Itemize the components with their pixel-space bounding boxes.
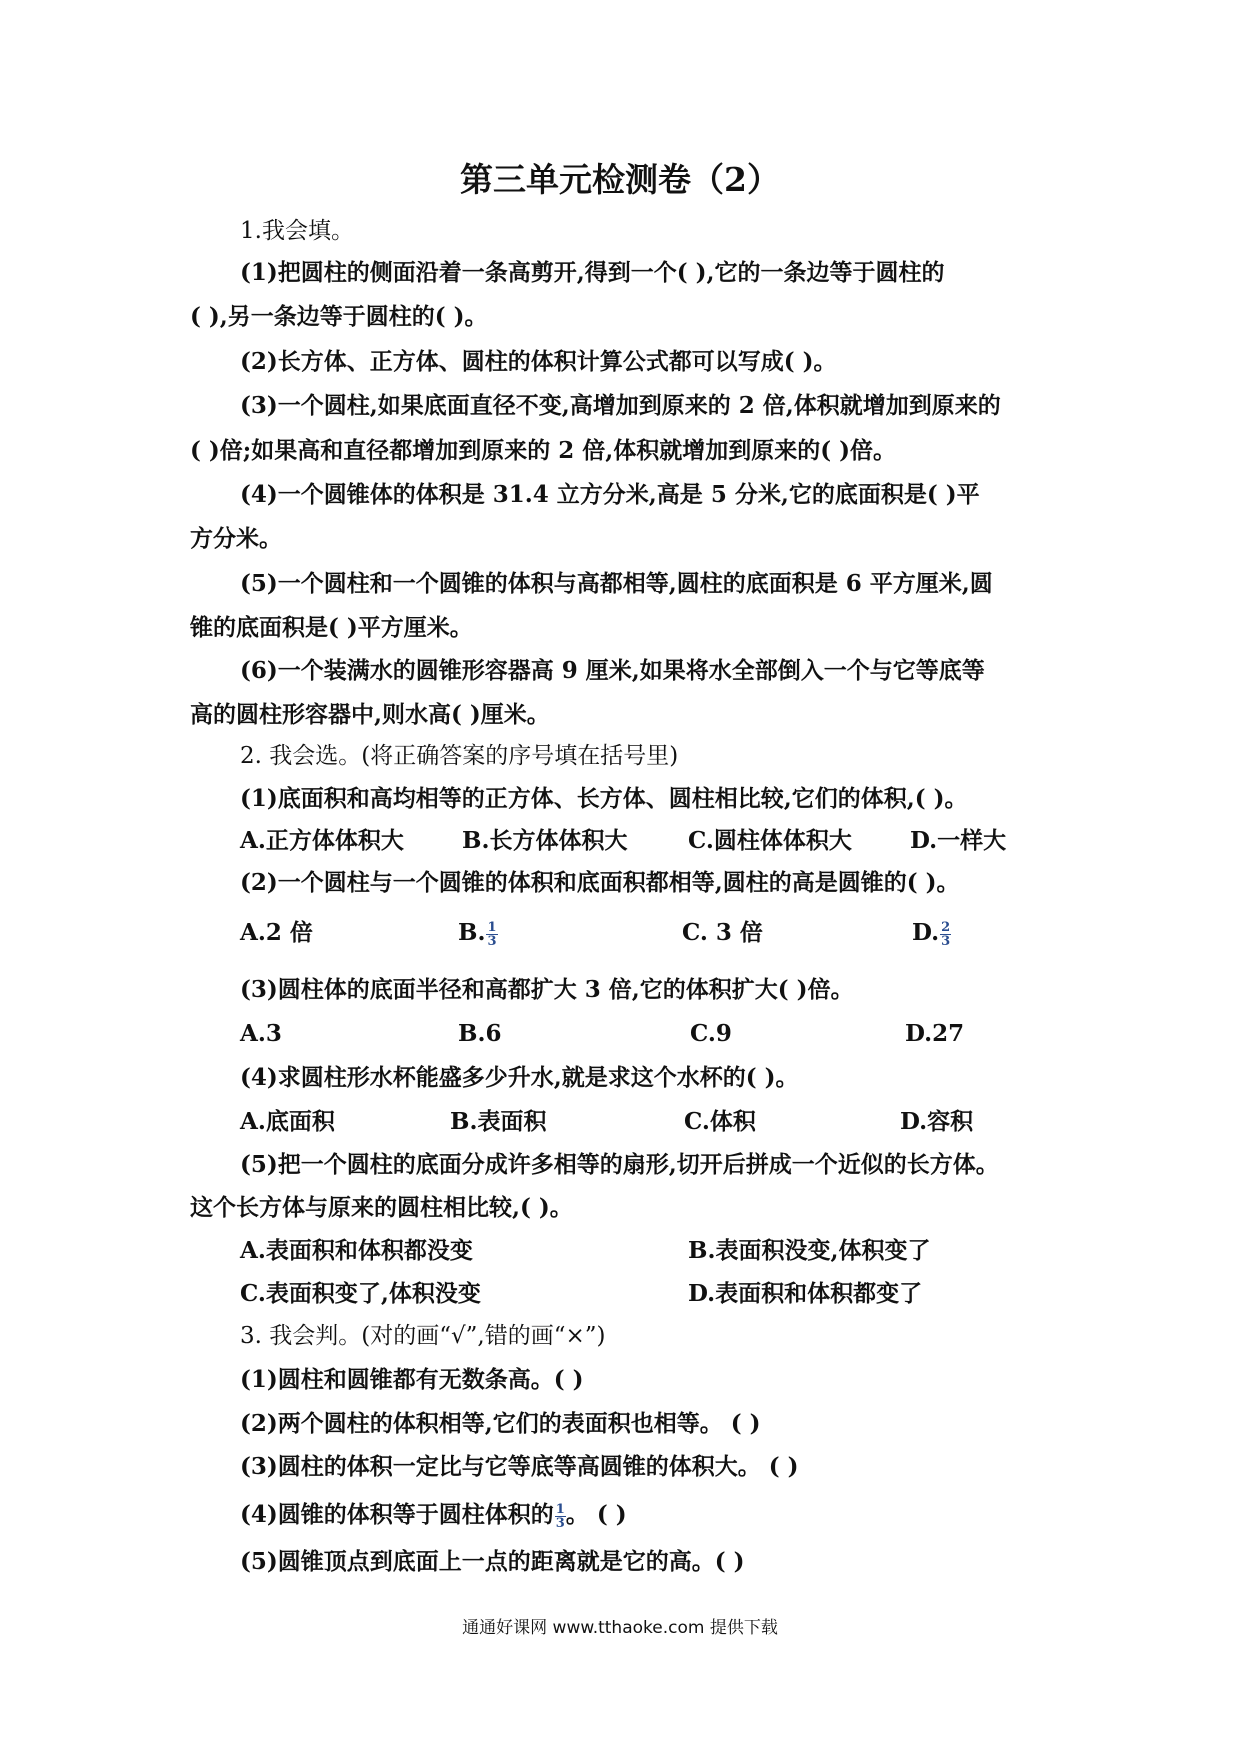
judge-question-3: (3)圆柱的体积一定比与它等底等高圆锥的体积大。 ( ) xyxy=(240,1453,799,1480)
choice-2-option-c: C. 3 倍 xyxy=(682,919,763,946)
fraction-one-third: $\frac{1}{3}$ xyxy=(555,1501,565,1531)
fill-question-5-line-1: (5)一个圆柱和一个圆锥的体积与高都相等,圆柱的底面积是 6 平方厘米,圆 xyxy=(240,570,993,597)
choice-3-option-a: A.3 xyxy=(240,1020,282,1047)
choice-1-option-c: C.圆柱体体积大 xyxy=(688,827,852,854)
choice-2-option-b-prefix: B. xyxy=(458,919,486,946)
section-2-heading: 2. 我会选。(将正确答案的序号填在括号里) xyxy=(240,743,679,769)
choice-3-option-d: D.27 xyxy=(905,1020,965,1047)
choice-5-option-c: C.表面积变了,体积没变 xyxy=(240,1280,481,1307)
fill-question-1-line-1: (1)把圆柱的侧面沿着一条高剪开,得到一个( ),它的一条边等于圆柱的 xyxy=(240,259,945,286)
choice-question-1: (1)底面积和高均相等的正方体、长方体、圆柱相比较,它们的体积,( )。 xyxy=(240,785,968,812)
fill-question-3-line-2: ( )倍;如果高和直径都增加到原来的 2 倍,体积就增加到原来的( )倍。 xyxy=(190,437,897,464)
choice-3-option-c: C.9 xyxy=(690,1020,732,1047)
fill-question-6-line-1: (6)一个装满水的圆锥形容器高 9 厘米,如果将水全部倒入一个与它等底等 xyxy=(240,657,985,684)
judge-question-2: (2)两个圆柱的体积相等,它们的表面积也相等。 ( ) xyxy=(240,1410,761,1437)
choice-question-5-line-1: (5)把一个圆柱的底面分成许多相等的扇形,切开后拼成一个近似的长方体。 xyxy=(240,1151,999,1178)
choice-4-option-c: C.体积 xyxy=(684,1108,756,1135)
choice-1-option-d: D.一样大 xyxy=(910,827,1007,854)
choice-5-option-b: B.表面积没变,体积变了 xyxy=(688,1237,931,1264)
choice-2-option-b xyxy=(458,918,498,948)
fraction-one-third: $\frac{1}{3}$ xyxy=(487,919,497,949)
section-1-heading: 1.我会填。 xyxy=(240,218,354,244)
choice-4-option-d: D.容积 xyxy=(900,1108,974,1135)
choice-4-option-b: B.表面积 xyxy=(450,1108,547,1135)
choice-question-4: (4)求圆柱形水杯能盛多少升水,就是求这个水杯的( )。 xyxy=(240,1064,799,1091)
choice-1-option-a: A.正方体体积大 xyxy=(240,827,404,854)
page-title: 第三单元检测卷（2） xyxy=(460,160,780,199)
judge-question-4-suffix: 。 ( ) xyxy=(565,1501,627,1528)
choice-5-option-d: D.表面积和体积都变了 xyxy=(688,1280,923,1307)
fill-question-2: (2)长方体、正方体、圆柱的体积计算公式都可以写成( )。 xyxy=(240,348,837,375)
choice-2-option-d-prefix: D. xyxy=(912,919,940,946)
choice-4-option-a: A.底面积 xyxy=(240,1108,335,1135)
fill-question-3-line-1: (3)一个圆柱,如果底面直径不变,高增加到原来的 2 倍,体积就增加到原来的 xyxy=(240,392,1001,419)
choice-2-option-d xyxy=(912,918,951,948)
fill-question-4-line-2: 方分米。 xyxy=(190,525,282,552)
judge-question-5: (5)圆锥顶点到底面上一点的距离就是它的高。( ) xyxy=(240,1548,745,1575)
choice-1-option-b: B.长方体体积大 xyxy=(462,827,628,854)
choice-question-2: (2)一个圆柱与一个圆锥的体积和底面积都相等,圆柱的高是圆锥的( )。 xyxy=(240,869,960,896)
fraction-two-thirds: $\frac{2}{3}$ xyxy=(941,919,951,949)
choice-3-option-b: B.6 xyxy=(458,1020,502,1047)
choice-question-3: (3)圆柱体的底面半径和高都扩大 3 倍,它的体积扩大( )倍。 xyxy=(240,976,854,1003)
choice-question-5-line-2: 这个长方体与原来的圆柱相比较,( )。 xyxy=(190,1194,573,1221)
choice-5-option-a: A.表面积和体积都没变 xyxy=(240,1237,473,1264)
choice-2-option-a: A.2 倍 xyxy=(240,919,313,946)
fill-question-1-line-2: ( ),另一条边等于圆柱的( )。 xyxy=(190,303,488,330)
judge-question-4-prefix: (4)圆锥的体积等于圆柱体积的 xyxy=(240,1501,554,1528)
fill-question-4-line-1: (4)一个圆锥体的体积是 31.4 立方分米,高是 5 分米,它的底面积是( )平 xyxy=(240,481,980,508)
fill-question-5-line-2: 锥的底面积是( )平方厘米。 xyxy=(190,614,473,641)
section-3-heading: 3. 我会判。(对的画“√”,错的画“×”) xyxy=(240,1323,606,1349)
fill-question-6-line-2: 高的圆柱形容器中,则水高( )厘米。 xyxy=(190,701,550,728)
judge-question-1: (1)圆柱和圆锥都有无数条高。( ) xyxy=(240,1366,584,1393)
judge-question-4 xyxy=(240,1500,627,1530)
footer-source: 通通好课网 www.tthaoke.com 提供下载 xyxy=(462,1618,778,1638)
